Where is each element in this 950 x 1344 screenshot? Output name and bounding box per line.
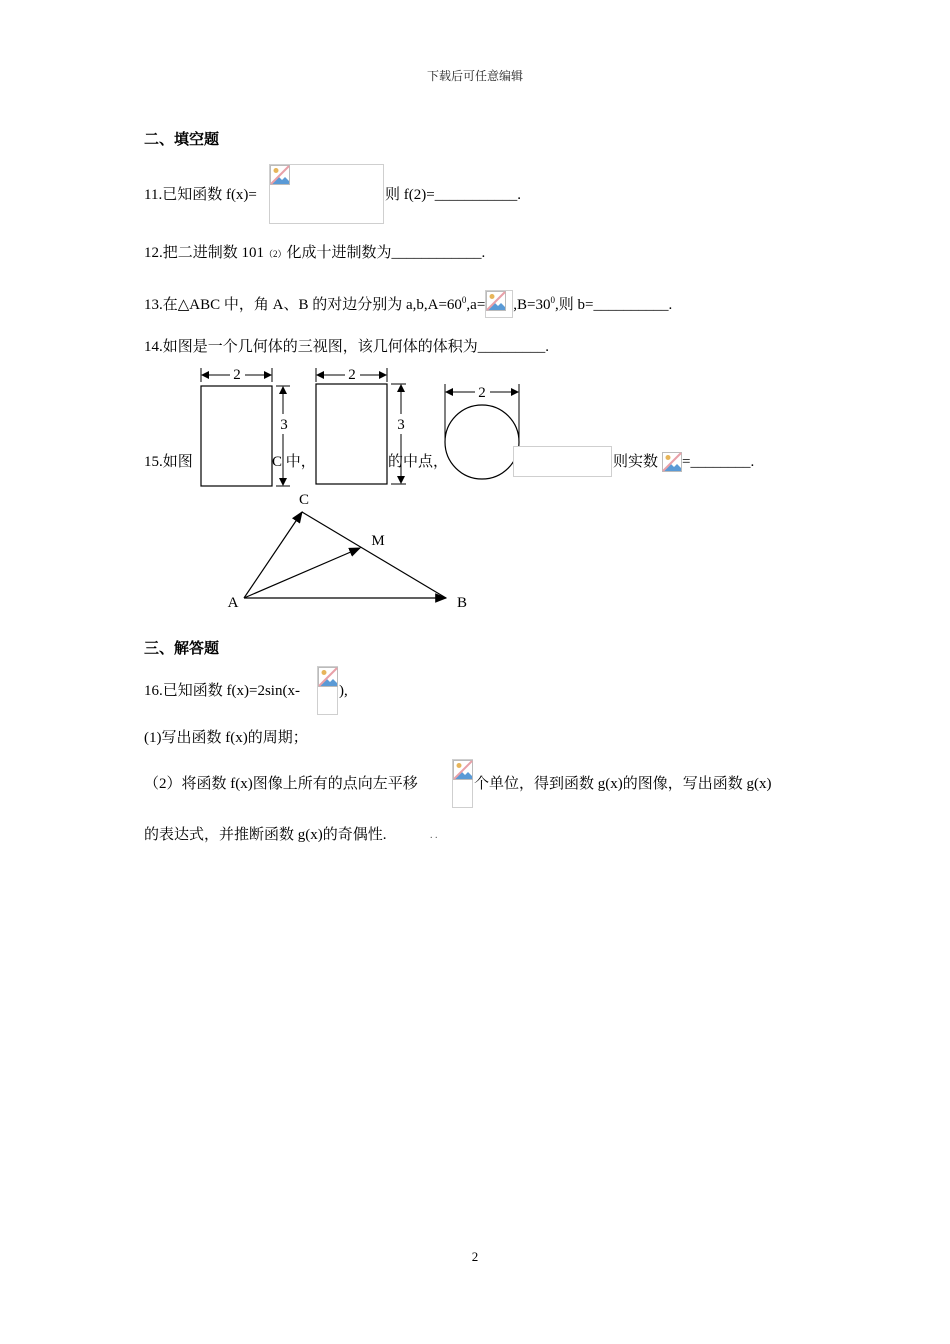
q15-part-d: 则实数 bbox=[613, 454, 659, 470]
front-width-label: 2 bbox=[233, 367, 241, 383]
q13-prefix: 13.在△ABC 中，角 A、B 的对边分别为 a,b,A=60 bbox=[144, 297, 462, 313]
top-view-circle bbox=[445, 405, 519, 479]
q11-prefix: 11.已知函数 f(x)= bbox=[144, 187, 257, 203]
q11-suffix: 则 f(2)=___________. bbox=[385, 187, 521, 203]
q12-prefix: 12.把二进制数 101 bbox=[144, 245, 265, 261]
q15-part-b: C 中， bbox=[272, 454, 316, 470]
q12-text bbox=[144, 243, 485, 264]
q16-suffix: ), bbox=[339, 683, 348, 699]
q15-variable-image bbox=[662, 452, 682, 472]
top-diameter-label: 2 bbox=[478, 385, 486, 401]
broken-image-icon bbox=[270, 165, 290, 185]
q13-degree-1: 0 bbox=[461, 295, 467, 305]
q13-degree-2: 0 bbox=[550, 295, 556, 305]
q16-formula-image bbox=[317, 666, 338, 715]
page-number: 2 bbox=[471, 1249, 479, 1264]
point-label-m: M bbox=[371, 533, 385, 549]
q15-part-a: 15.如图 bbox=[144, 454, 193, 470]
q13-suffix: ,则 b=__________. bbox=[555, 297, 673, 313]
q11-formula-image bbox=[269, 164, 384, 224]
q14-text: 14.如图是一个几何体的三视图，该几何体的体积为_________. bbox=[144, 339, 550, 355]
q13-formula-image bbox=[485, 290, 513, 318]
stray-dots: . . bbox=[430, 830, 438, 841]
broken-image-icon bbox=[318, 667, 338, 687]
point-label-a: A bbox=[227, 595, 239, 611]
triangle-vector-diagram bbox=[220, 485, 480, 615]
section-title-fill-in: 二、填空题 bbox=[144, 132, 220, 148]
side-height-label: 3 bbox=[397, 417, 405, 433]
broken-image-icon bbox=[486, 291, 506, 311]
three-view-diagram bbox=[190, 362, 540, 492]
point-label-b: B bbox=[456, 595, 468, 611]
q16-prefix: 16.已知函数 f(x)=2sin(x- bbox=[144, 683, 300, 699]
side-width-label: 2 bbox=[348, 367, 356, 383]
page-header: 下载后可任意编辑 bbox=[426, 69, 523, 83]
front-view-rect bbox=[201, 386, 272, 486]
q16-shift-image bbox=[452, 759, 473, 808]
section-title-answer: 三、解答题 bbox=[144, 641, 220, 657]
broken-image-icon bbox=[662, 452, 682, 472]
side-view-rect bbox=[316, 384, 387, 484]
q15-formula-image bbox=[513, 446, 612, 477]
point-label-c: C bbox=[298, 492, 310, 508]
front-height-label: 3 bbox=[280, 417, 288, 433]
q13-after: ,B=30 bbox=[513, 297, 551, 313]
q13-text bbox=[144, 290, 672, 318]
q13-mid: ,a= bbox=[466, 297, 486, 313]
q16-part2-prefix: （2）将函数 f(x)图像上所有的点向左平移 bbox=[144, 776, 418, 792]
q16-part1: (1)写出函数 f(x)的周期； bbox=[144, 730, 308, 746]
segment-cb bbox=[302, 512, 446, 598]
q16-part2-line2: 的表达式，并推断函数 g(x)的奇偶性. bbox=[144, 827, 387, 843]
q12-base-subscript: （2） bbox=[264, 249, 287, 259]
q12-suffix: 化成十进制数为____________. bbox=[286, 245, 486, 261]
q16-part2-suffix: 个单位，得到函数 g(x)的图像，写出函数 g(x) bbox=[474, 776, 772, 792]
broken-image-icon bbox=[453, 760, 473, 780]
q15-part-e: =________. bbox=[682, 454, 755, 470]
q15-part-c: 的中点， bbox=[388, 454, 449, 470]
